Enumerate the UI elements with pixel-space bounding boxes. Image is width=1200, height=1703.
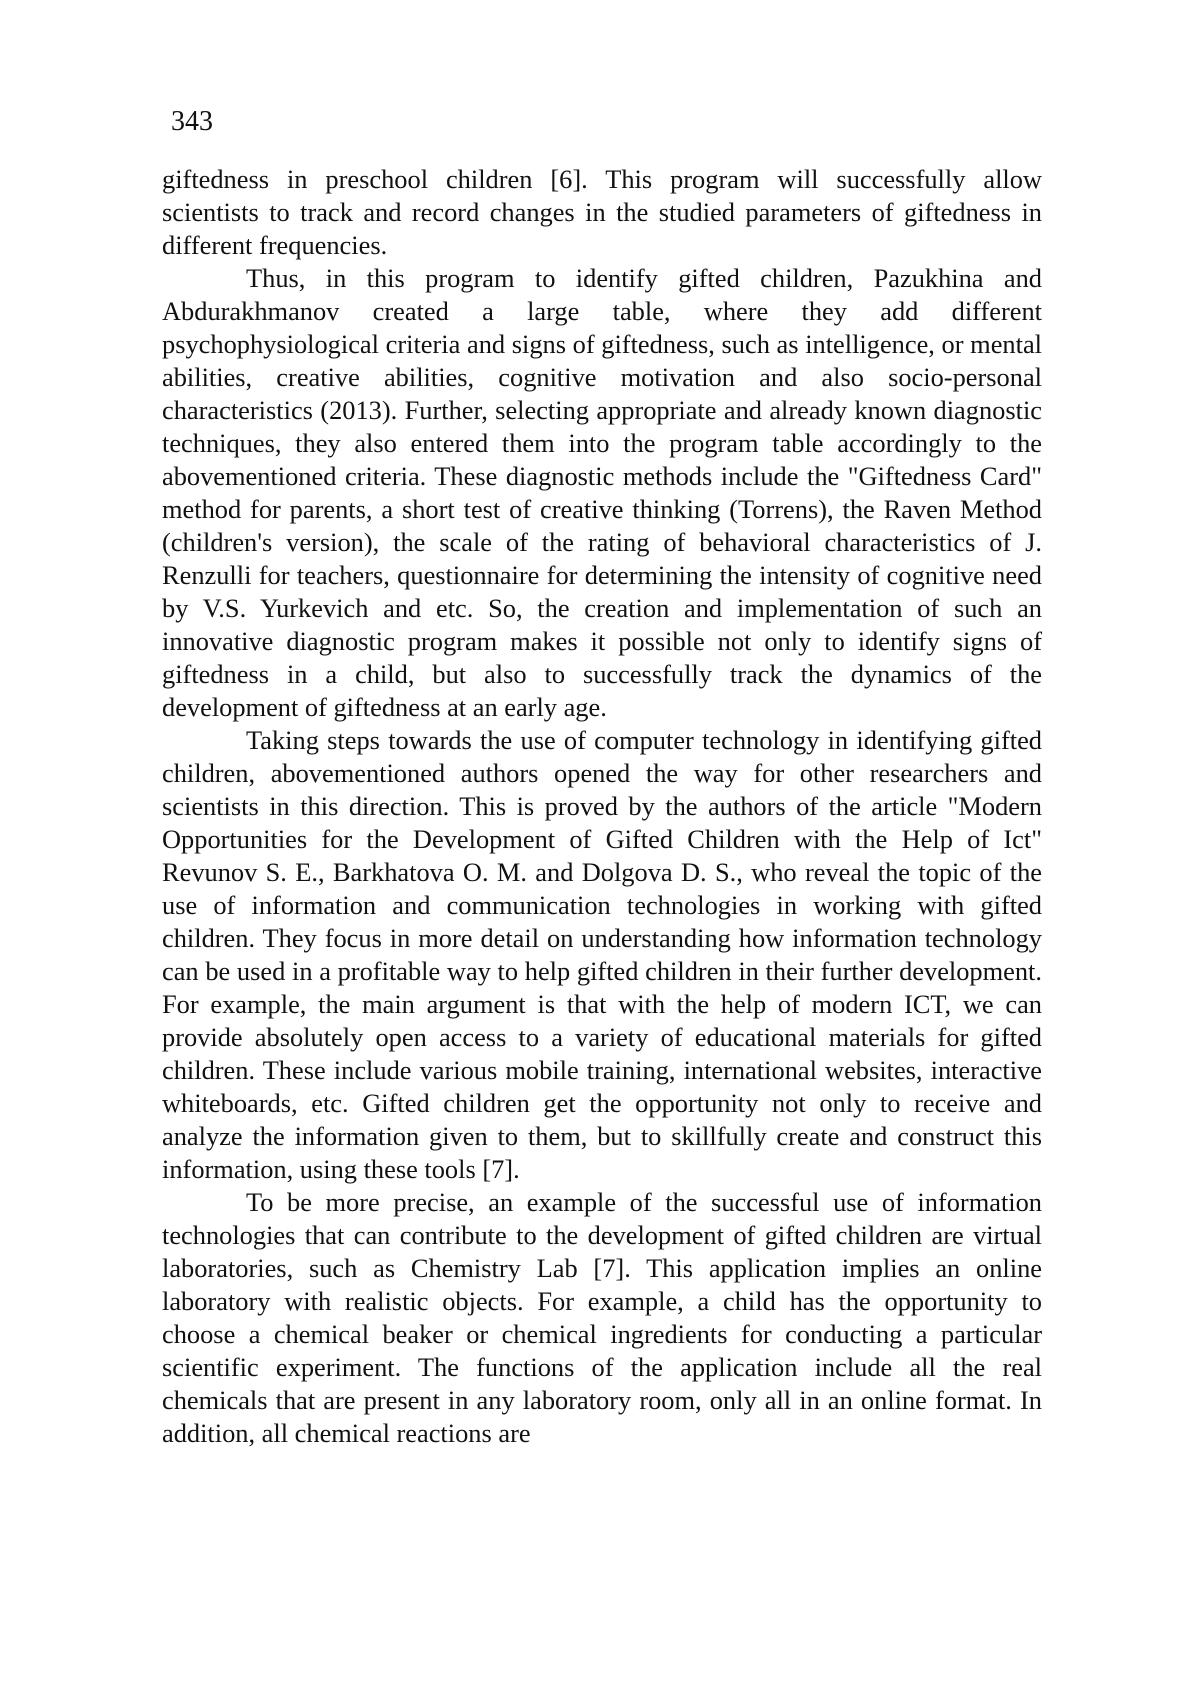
paragraph: Thus, in this program to identify gifted children, Pazukhina and Abdurakhmanov created a large table, where they add different psychophysiological criteria and signs of giftedness, such as intelligence, or mental abilities, creative abilities, cognitive motivation and also socio-personal characteristics (2013). Further, selecting appropriate and already known diagnostic techniques, they also entered them into the program table accordingly to the abovementioned criteria. These diagnostic methods include the "Giftedness Card" method for parents, a short test of creative thinking (Torrens), the Raven Method (children's version), the scale of the rating of behavioral characteristics of J. Renzulli for teachers, questionnaire for determining the intensity of cognitive need by V.S. Yurkevich and etc. So, the creation and implementation of such an innovative diagnostic program makes it possible not only to identify signs of giftedness in a child, but also to successfully track the dynamics of the development of giftedness at an early age. bbox=[162, 263, 1042, 722]
body-text bbox=[162, 163, 1042, 1450]
page-number: 343 bbox=[171, 106, 213, 137]
paragraph-continuation: giftedness in preschool children [6]. This program will successfully allow scientists to track and record changes in the studied parameters of giftedness in different frequencies. bbox=[162, 164, 1042, 260]
paragraph: To be more precise, an example of the successful use of information technologies that can contribute to the development of gifted children are virtual laboratories, such as Chemistry Lab [7]. This application implies an online laboratory with realistic objects. For example, a child has the opportunity to choose a chemical beaker or chemical ingredients for conducting a particular scientific experiment. The functions of the application include all the real chemicals that are present in any laboratory room, only all in an online format. In addition, all chemical reactions are bbox=[162, 1187, 1042, 1448]
paragraph: Taking steps towards the use of computer technology in identifying gifted children, abovementioned authors opened the way for other researchers and scientists in this direction. This is proved by the authors of the article "Modern Opportunities for the Development of Gifted Children with the Help of Ict" Revunov S. E., Barkhatova O. M. and Dolgova D. S., who reveal the topic of the use of information and communication technologies in working with gifted children. They focus in more detail on understanding how information technology can be used in a profitable way to help gifted children in their further development. For example, the main argument is that with the help of modern ICT, we can provide absolutely open access to a variety of educational materials for gifted children. These include various mobile training, international websites, interactive whiteboards, etc. Gifted children get the opportunity not only to receive and analyze the information given to them, but to skillfully create and construct this information, using these tools [7]. bbox=[162, 725, 1042, 1184]
